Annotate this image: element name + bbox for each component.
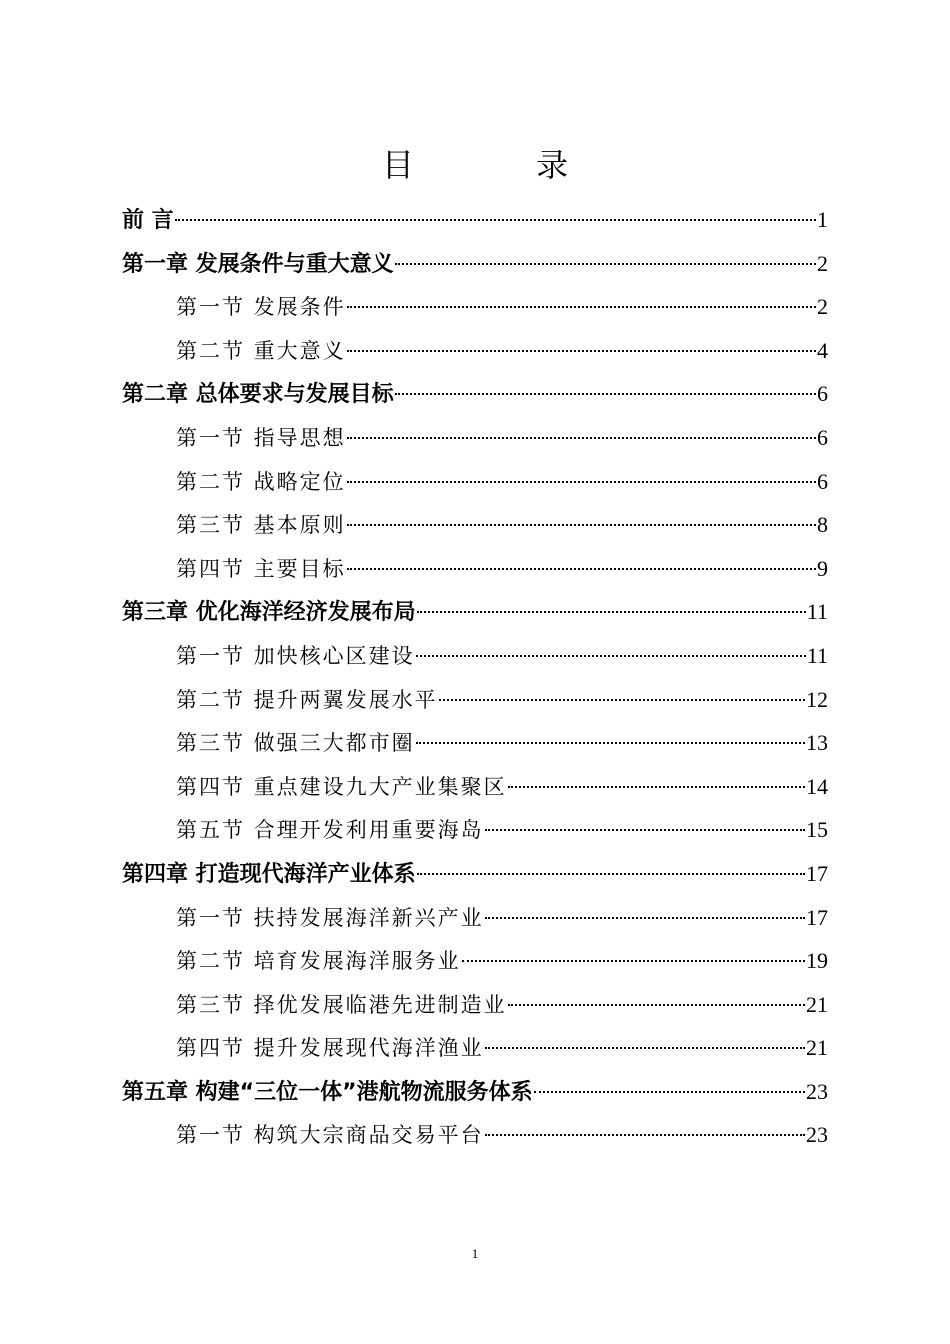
toc-entry-section[interactable] [122, 1113, 828, 1157]
toc-page-number: 19 [806, 948, 828, 974]
toc-leader-dots [395, 393, 816, 395]
table-of-contents [122, 198, 828, 1157]
toc-entry-section[interactable] [122, 460, 828, 504]
toc-page-number: 9 [817, 555, 828, 581]
toc-entry-label: 第五章 构建“三位一体”港航物流服务体系 [122, 1079, 533, 1105]
toc-leader-dots [508, 786, 805, 788]
toc-entry-label: 第四节 提升发展现代海洋渔业 [176, 1036, 484, 1061]
toc-page-number: 13 [806, 730, 828, 756]
toc-entry-label: 第三节 做强三大都市圈 [176, 731, 415, 756]
toc-leader-dots [439, 699, 805, 701]
page-title: 目 录 [381, 146, 625, 184]
toc-entry-preface[interactable] [122, 198, 828, 242]
toc-page-number: 2 [817, 250, 828, 276]
toc-entry-label: 第二节 重大意义 [176, 338, 346, 363]
toc-entry-section[interactable] [122, 1026, 828, 1070]
toc-entry-label: 第五节 合理开发利用重要海岛 [176, 818, 484, 843]
toc-page-number: 17 [806, 904, 828, 930]
toc-page-number: 6 [817, 468, 828, 494]
toc-leader-dots [347, 306, 816, 308]
toc-entry-section[interactable] [122, 285, 828, 329]
toc-page-number: 11 [806, 599, 828, 625]
toc-entry-section[interactable] [122, 503, 828, 547]
toc-leader-dots [508, 1004, 805, 1006]
toc-page-number: 21 [806, 1035, 828, 1061]
toc-entry-section[interactable] [122, 678, 828, 722]
toc-leader-dots [347, 350, 816, 352]
toc-entry-label: 第四节 重点建设九大产业集聚区 [176, 774, 507, 799]
toc-entry-chapter-4[interactable] [122, 852, 828, 896]
toc-entry-section[interactable] [122, 983, 828, 1027]
toc-entry-label: 第三章 优化海洋经济发展布局 [122, 600, 416, 626]
toc-entry-label: 第一节 发展条件 [176, 295, 346, 320]
toc-entry-label: 第四节 主要目标 [176, 556, 346, 581]
toc-page-number: 12 [806, 686, 828, 712]
toc-leader-dots [462, 960, 805, 962]
toc-leader-dots [416, 655, 806, 657]
toc-entry-label: 第一节 加快核心区建设 [176, 643, 415, 668]
toc-entry-section[interactable] [122, 939, 828, 983]
toc-leader-dots [417, 611, 806, 613]
toc-entry-section[interactable] [122, 896, 828, 940]
toc-page-number: 6 [817, 424, 828, 450]
toc-page-number: 6 [817, 381, 828, 407]
toc-leader-dots [175, 219, 816, 221]
toc-entry-label: 第一节 扶持发展海洋新兴产业 [176, 905, 484, 930]
toc-entry-section[interactable] [122, 634, 828, 678]
toc-leader-dots [347, 481, 816, 483]
toc-leader-dots [417, 873, 805, 875]
toc-entry-section[interactable] [122, 416, 828, 460]
toc-page-number: 14 [806, 773, 828, 799]
toc-entry-section[interactable] [122, 547, 828, 591]
toc-entry-label: 第二节 培育发展海洋服务业 [176, 949, 461, 974]
toc-page-number: 15 [806, 817, 828, 843]
toc-entry-label: 第三节 择优发展临港先进制造业 [176, 992, 507, 1017]
toc-page-number: 17 [806, 860, 828, 886]
toc-entry-label: 第二节 提升两翼发展水平 [176, 687, 438, 712]
toc-leader-dots [347, 524, 816, 526]
toc-entry-section[interactable] [122, 721, 828, 765]
toc-entry-label: 第三节 基本原则 [176, 513, 346, 538]
toc-entry-chapter-3[interactable] [122, 590, 828, 634]
toc-entry-label: 第四章 打造现代海洋产业体系 [122, 861, 416, 887]
toc-leader-dots [347, 437, 816, 439]
toc-entry-label: 第二章 总体要求与发展目标 [122, 382, 394, 408]
toc-entry-label: 第一节 构筑大宗商品交易平台 [176, 1123, 484, 1148]
toc-page-number: 1 [817, 207, 828, 232]
toc-entry-chapter-1[interactable] [122, 242, 828, 286]
toc-entry-chapter-5[interactable] [122, 1070, 828, 1114]
footer-page-number: 1 [471, 1246, 479, 1261]
toc-page-number: 11 [806, 642, 828, 668]
toc-page-number: 8 [817, 512, 828, 538]
toc-page-number: 23 [806, 1078, 828, 1104]
toc-leader-dots [485, 917, 805, 919]
toc-leader-dots [485, 829, 805, 831]
toc-leader-dots [347, 568, 816, 570]
toc-entry-section[interactable] [122, 329, 828, 373]
toc-leader-dots [485, 1134, 805, 1136]
toc-entry-label: 第一章 发展条件与重大意义 [122, 251, 394, 277]
toc-entry-section[interactable] [122, 808, 828, 852]
toc-leader-dots [534, 1091, 805, 1093]
toc-page-number: 4 [817, 337, 828, 363]
toc-entry-chapter-2[interactable] [122, 372, 828, 416]
toc-leader-dots [485, 1047, 805, 1049]
toc-page-number: 2 [817, 294, 828, 320]
toc-entry-section[interactable] [122, 765, 828, 809]
toc-leader-dots [395, 263, 816, 265]
toc-page-number: 23 [806, 1122, 828, 1148]
toc-page-number: 21 [806, 991, 828, 1017]
toc-entry-label: 第二节 战略定位 [176, 469, 346, 494]
toc-entry-label: 第一节 指导思想 [176, 425, 346, 450]
toc-entry-label: 前 言 [122, 208, 174, 233]
toc-leader-dots [416, 742, 805, 744]
